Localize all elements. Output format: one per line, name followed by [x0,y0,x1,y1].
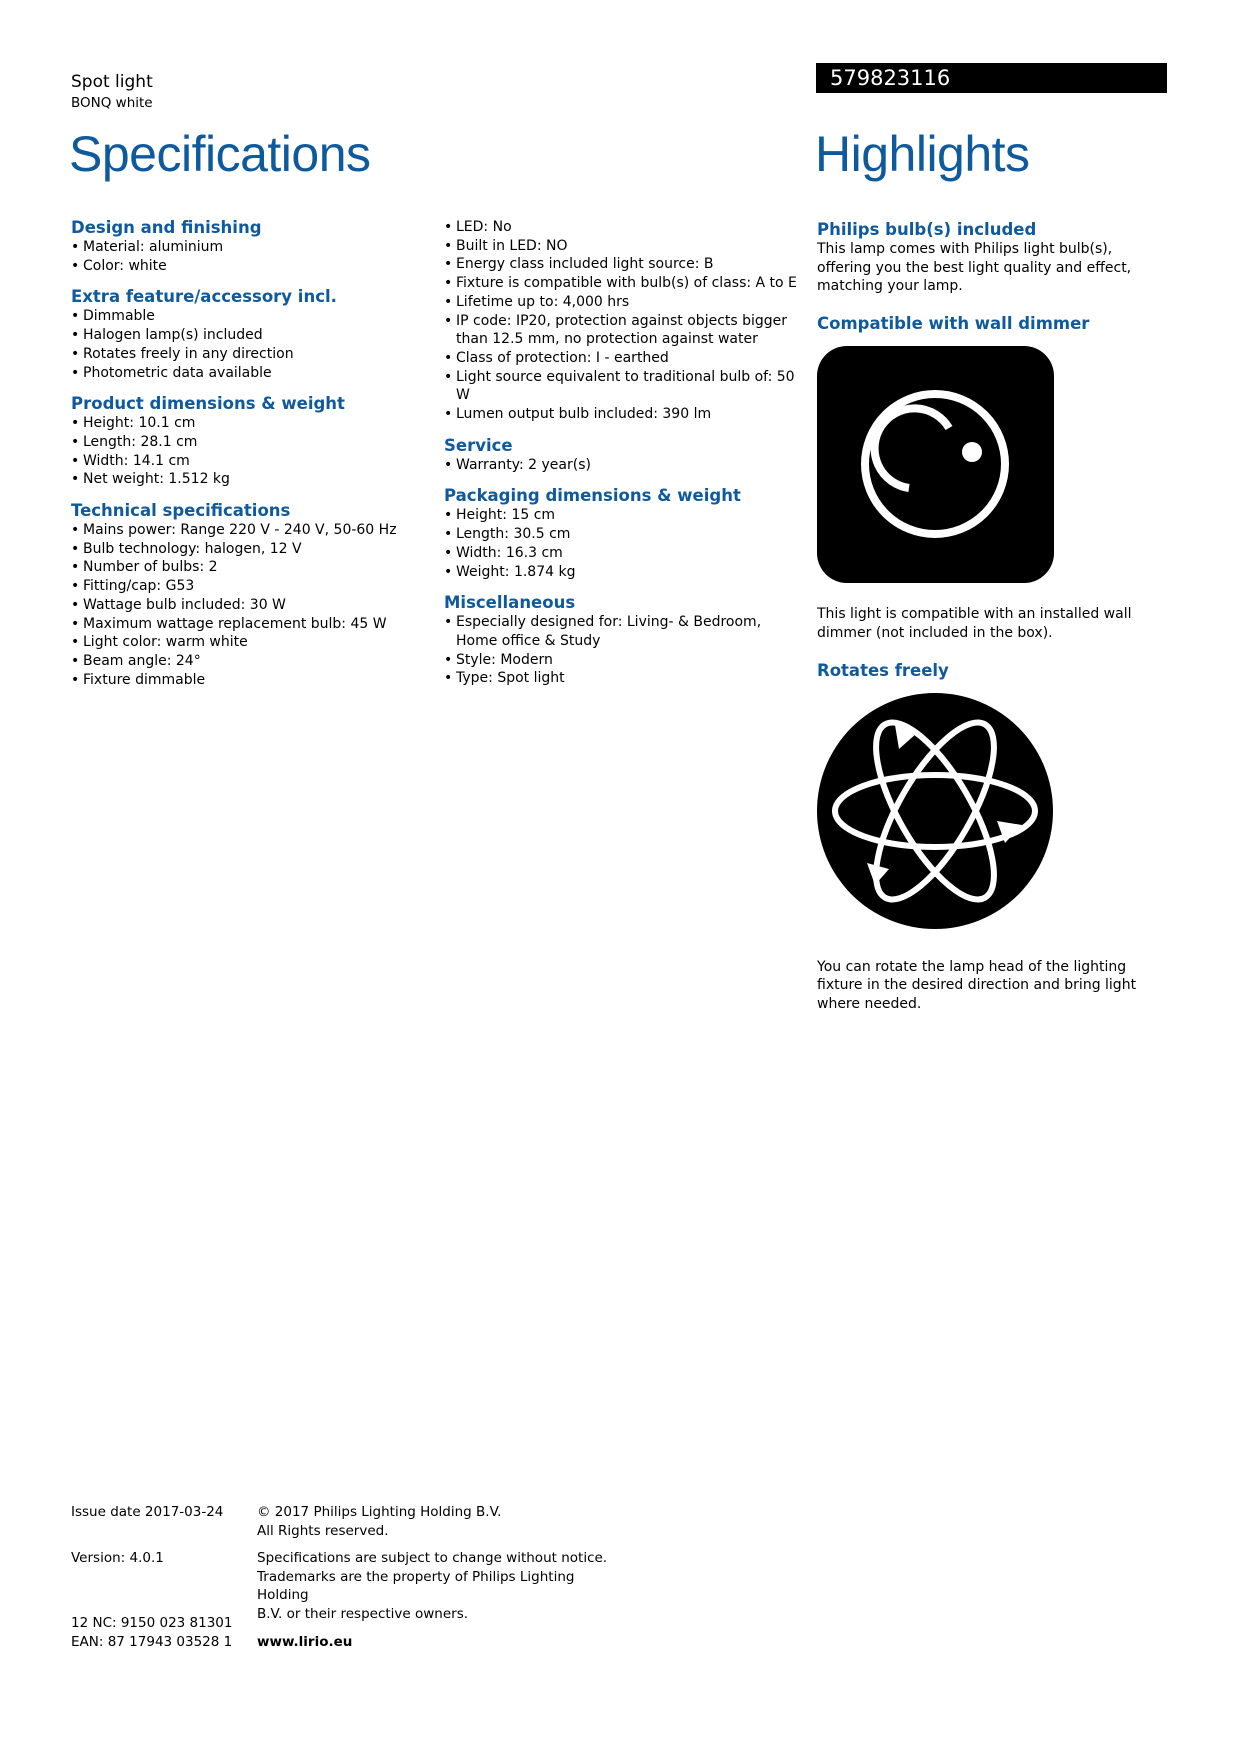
spec-list [444,218,804,424]
spec-section [71,501,431,689]
spec-section-title: Design and finishing [71,218,262,237]
spec-section [71,287,431,382]
spec-list [444,506,804,581]
highlight-dimmer-title: Compatible with wall dimmer [817,314,1090,334]
copyright-line: © 2017 Philips Lighting Holding B.V. [257,1504,502,1520]
highlight-rotate [817,661,1169,1014]
highlight-bulb [817,220,1169,296]
spec-item: • Number of bulbs: 2 [71,558,431,577]
spec-item: • Light color: warm white [71,633,431,652]
spec-section-title: Product dimensions & weight [71,394,345,414]
spec-item: • Rotates freely in any direction [71,345,431,364]
spec-item: • Mains power: Range 220 V - 240 V, 50-60 Hz [71,521,431,540]
version: Version: 4.0.1 [71,1550,164,1566]
spec-section [444,486,804,581]
spec-item: • Halogen lamp(s) included [71,326,431,345]
codes [71,1614,251,1651]
spec-item: • Warranty: 2 year(s) [444,456,804,475]
notice-line-2: Trademarks are the property of Philips Lighting Holding [257,1568,575,1604]
nc-code: 12 NC: 9150 023 81301 [71,1615,233,1631]
spec-item: • LED: No [444,218,804,237]
notice-line-3: B.V. or their respective owners. [257,1606,469,1623]
product-code: 579823116 [830,66,951,90]
product-name: BONQ white [71,95,153,111]
highlights-title: Highlights [815,126,1030,182]
spec-item: • Length: 28.1 cm [71,433,431,452]
spec-item: • Lifetime up to: 4,000 hrs [444,293,804,312]
spec-list [444,456,804,475]
copyright [257,1503,617,1540]
spec-item: • Color: white [71,257,431,276]
spec-item: • Width: 14.1 cm [71,452,431,471]
spec-item: • Photometric data available [71,364,431,383]
spec-item: • Fixture dimmable [71,671,431,690]
highlights-column [817,220,1169,1014]
spec-section [71,218,431,275]
specs-column-2 [444,218,804,700]
spec-item: • Weight: 1.874 kg [444,563,804,582]
spec-item: • Style: Modern [444,651,804,670]
spec-item: • Fixture is compatible with bulb(s) of class: A to E [444,274,804,293]
spec-item: • Class of protection: I - earthed [444,349,804,368]
spec-item: • Material: aluminium [71,238,431,257]
spec-item: • Height: 15 cm [444,506,804,525]
ean-code: EAN: 87 17943 03528 1 [71,1633,233,1650]
highlight-dimmer-text: This light is compatible with an installed wall dimmer (not included in the box). [817,606,1132,641]
spec-item: • Energy class included light source: B [444,255,804,274]
issue-date: Issue date 2017-03-24 [71,1504,224,1520]
notice [257,1549,617,1624]
rotate-icon [817,693,1054,930]
spec-item: • Especially designed for: Living- & Bedroom, Home office & Study [444,613,804,650]
spec-item: • Maximum wattage replacement bulb: 45 W [71,615,431,634]
spec-section-title: Service [444,435,513,455]
spec-item: • Beam angle: 24° [71,652,431,671]
spec-item: • Bulb technology: halogen, 12 V [71,540,431,559]
dimmer-icon [817,346,1054,583]
highlight-rotate-text: You can rotate the lamp head of the lighting fixture in the desired direction and bring light where needed. [817,958,1137,1012]
spec-list [71,521,431,689]
spec-item: • Type: Spot light [444,669,804,688]
spec-section [444,436,804,475]
highlight-dimmer [817,314,1169,642]
spec-item: • Dimmable [71,307,431,326]
spec-item: • Wattage bulb included: 30 W [71,596,431,615]
spec-item: • Lumen output bulb included: 390 lm [444,405,804,424]
specifications-title: Specifications [69,126,371,182]
notice-line-1: Specifications are subject to change without notice. [257,1550,608,1566]
spec-section-title: Extra feature/accessory incl. [71,287,337,307]
spec-item: • Length: 30.5 cm [444,525,804,544]
spec-list [444,613,804,688]
product-code-bar [816,63,1167,93]
product-type: Spot light [71,72,153,92]
spec-section-title: Miscellaneous [444,593,576,613]
spec-section [71,394,431,489]
highlight-bulb-title: Philips bulb(s) included [817,220,1037,239]
spec-section-title: Technical specifications [71,501,291,521]
spec-section-title: Packaging dimensions & weight [444,486,741,506]
website-link[interactable]: www.lirio.eu [257,1634,353,1650]
spec-item: • Light source equivalent to traditional bulb of: 50 W [444,368,804,405]
highlight-bulb-text: This lamp comes with Philips light bulb(s), offering you the best light quality and effect, matching your lamp. [817,241,1132,295]
spec-item: • IP code: IP20, protection against objects bigger than 12.5 mm, no protection against water [444,312,804,349]
spec-section [444,218,804,424]
spec-section [444,593,804,688]
highlight-rotate-title: Rotates freely [817,660,949,680]
spec-item: • Built in LED: NO [444,237,804,256]
spec-item: • Fitting/cap: G53 [71,577,431,596]
specs-column-1 [71,218,431,701]
spec-item: • Net weight: 1.512 kg [71,470,431,489]
spec-item: • Width: 16.3 cm [444,544,804,563]
spec-list [71,307,431,382]
rights-line: All Rights reserved. [257,1522,389,1539]
spec-list [71,414,431,489]
spec-item: • Height: 10.1 cm [71,414,431,433]
spec-list [71,238,431,275]
